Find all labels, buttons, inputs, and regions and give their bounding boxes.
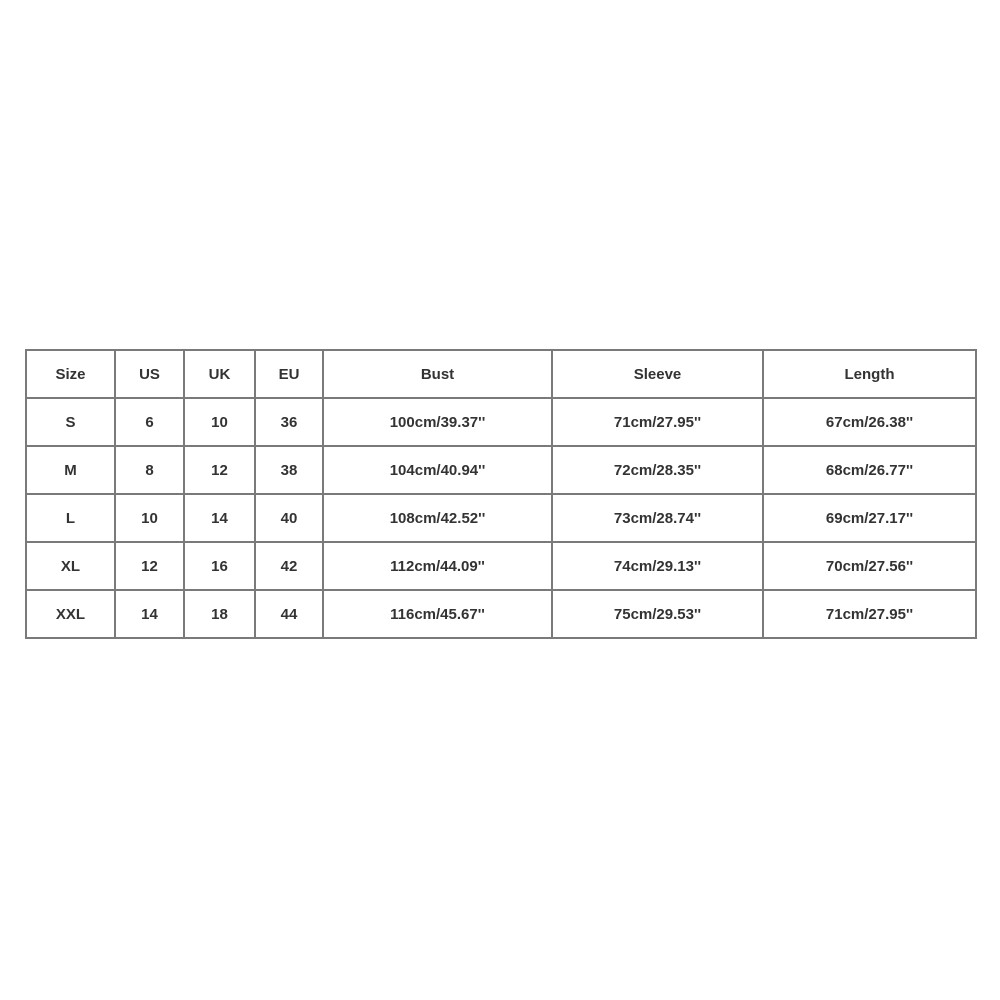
cell-length: 68cm/26.77'' [763,446,976,494]
table-row [26,398,976,446]
cell-sleeve: 73cm/28.74'' [552,494,763,542]
cell-uk: 12 [184,446,255,494]
cell-us: 10 [115,494,184,542]
cell-sleeve: 71cm/27.95'' [552,398,763,446]
cell-eu: 38 [255,446,323,494]
size-chart-table [25,349,977,639]
cell-us: 6 [115,398,184,446]
table-row [26,446,976,494]
cell-us: 12 [115,542,184,590]
header-bust: Bust [323,350,552,398]
cell-size: S [26,398,115,446]
cell-uk: 10 [184,398,255,446]
cell-uk: 16 [184,542,255,590]
cell-length: 70cm/27.56'' [763,542,976,590]
header-uk: UK [184,350,255,398]
cell-bust: 100cm/39.37'' [323,398,552,446]
header-row [26,350,976,398]
cell-bust: 104cm/40.94'' [323,446,552,494]
header-sleeve: Sleeve [552,350,763,398]
header-us: US [115,350,184,398]
table-row [26,542,976,590]
cell-sleeve: 74cm/29.13'' [552,542,763,590]
cell-length: 71cm/27.95'' [763,590,976,638]
cell-size: L [26,494,115,542]
cell-length: 67cm/26.38'' [763,398,976,446]
header-length: Length [763,350,976,398]
cell-size: XXL [26,590,115,638]
cell-bust: 116cm/45.67'' [323,590,552,638]
cell-bust: 108cm/42.52'' [323,494,552,542]
cell-uk: 18 [184,590,255,638]
cell-size: M [26,446,115,494]
cell-length: 69cm/27.17'' [763,494,976,542]
table-row [26,494,976,542]
cell-uk: 14 [184,494,255,542]
cell-eu: 42 [255,542,323,590]
cell-us: 14 [115,590,184,638]
cell-eu: 40 [255,494,323,542]
cell-sleeve: 72cm/28.35'' [552,446,763,494]
cell-bust: 112cm/44.09'' [323,542,552,590]
cell-eu: 36 [255,398,323,446]
cell-eu: 44 [255,590,323,638]
header-size: Size [26,350,115,398]
table-row [26,590,976,638]
cell-size: XL [26,542,115,590]
header-eu: EU [255,350,323,398]
cell-us: 8 [115,446,184,494]
cell-sleeve: 75cm/29.53'' [552,590,763,638]
